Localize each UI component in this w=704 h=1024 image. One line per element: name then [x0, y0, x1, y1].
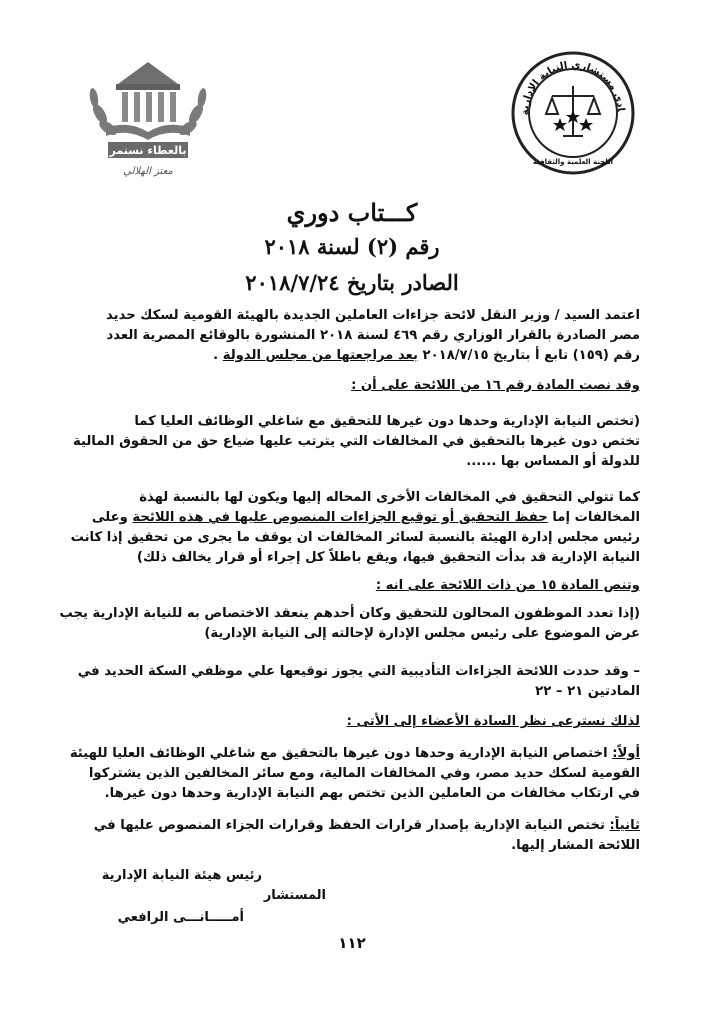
- logo-slogan: بالعطاء نستمر: [109, 144, 187, 157]
- logo-author: معتز الهلالي: [123, 166, 173, 177]
- paragraph-line: اعتمد السيد / وزير النقل لائحة جزاءات العاملين الجديدة بالهيئة القومية لسكك حديد: [106, 308, 640, 323]
- signatory-rank: المستشار: [263, 888, 326, 903]
- paragraph-line: رقم (١٥٩) تابع أ بتاريخ ٢٠١٨/٧/١٥ بعد مراجعتها من مجلس الدولة .: [213, 348, 640, 363]
- intro-paragraph: [60, 306, 640, 366]
- signatory-name: أمـــــانـــى الرافعي: [117, 910, 244, 925]
- attention-heading: [60, 712, 640, 732]
- article-16-continuation: [60, 488, 640, 568]
- paragraph-line: (إذا تعدد الموظفون المحالون للتحقيق وكان أحدهم ينعقد الاختصاص به للنيابة الإدارية يجب: [60, 606, 640, 621]
- paragraph-line: – وقد حددت اللائحة الجزاءات التأديبية التي يجوز توقيعها علي موظفي السكة الحديد في: [77, 664, 640, 679]
- document-date: الصادر بتاريخ ٢٠١٨/٧/٢٤: [245, 270, 459, 295]
- paragraph-line: النيابة الإدارية قد بدأت التحقيق فيها، ويقع باطلاً كل إجراء أو قرار يخالف ذلك): [136, 550, 640, 565]
- page-number: ١١٢: [338, 934, 366, 952]
- paragraph-line: رئيس مجلس إدارة الهيئة بالنسبة لسائر المخالفات ان يوقف ما يجرى من تحقيق إذا كانت: [70, 530, 640, 545]
- penalties-note: [60, 662, 640, 702]
- section-heading: وقد نصت المادة رقم ١٦ من اللائحة على أن :: [351, 378, 640, 393]
- section-heading: وتنص المادة ١٥ من ذات اللائحة على انه :: [375, 578, 640, 593]
- underlined-phrase: بعد مراجعتها من مجلس الدولة: [222, 348, 418, 363]
- paragraph-line: المادتين ٢١ – ٢٢: [535, 684, 640, 699]
- organization-logo-left: [78, 54, 218, 184]
- section-heading: لذلك نسترعى نظر السادة الأعضاء إلى الأتى :: [346, 714, 640, 729]
- organization-seal-right: [508, 48, 638, 178]
- article-16-text: [60, 412, 640, 472]
- paragraph-line: القومية لسكك حديد مصر، وفي المخالفات المالية، ومع سائر المخالفين الذين يشتركوا: [88, 766, 640, 781]
- article-15-heading: [60, 576, 640, 596]
- seal-ring-text: ادي مستشاري النيابة الإدارية: [519, 59, 626, 116]
- first-point: [60, 744, 640, 804]
- paragraph-line: مصر الصادرة بالقرار الوزاري رقم ٤٦٩ لسنة ٢٠١٨ المنشورة بالوقائع المصرية العدد: [106, 328, 640, 343]
- paragraph-line: (تختص النيابة الإدارية وحدها دون غيرها للتحقيق مع شاغلي الوظائف العليا كما: [134, 414, 640, 429]
- seal-bottom-text: اللجنة العلمية والثقافية: [532, 158, 614, 166]
- article-15-text: [60, 604, 640, 644]
- second-point-line: تختص النيابة الإدارية بإصدار قرارات الحفظ وقرارات الجزاء المنصوص عليها في: [93, 818, 605, 833]
- first-point-line: اختصاص النيابة الإدارية وحدها دون غيرها بالتحقيق مع شاغلي الوظائف العليا للهيئة: [69, 746, 608, 761]
- underlined-phrase: حفظ التحقيق أو توقيع الجزاءات المنصوص عليها في هذه اللائحة: [132, 510, 548, 525]
- paragraph-line: [60, 744, 640, 764]
- second-point: [60, 816, 640, 856]
- article-16-heading: [60, 376, 640, 396]
- paragraph-line: عرض الموضوع على رئيس مجلس الإدارة لإحالته إلى النيابة الإدارية): [204, 626, 640, 641]
- paragraph-line: للدولة أو المساس بها ......: [466, 454, 640, 469]
- paragraph-line: في ارتكاب مخالفات من العاملين الذين تختص بهم النيابة الإدارية وحدها دون غيرها.: [104, 786, 640, 801]
- second-label: ثانياً:: [609, 818, 640, 833]
- paragraph-line: كما تتولي التحقيق في المخالفات الأخرى المحاله إليها ويكون لها بالنسبة لهذة: [139, 490, 640, 505]
- paragraph-line: المخالفات إما حفظ التحقيق أو توقيع الجزاءات المنصوص عليها في هذه اللائحة وعلى: [91, 510, 640, 525]
- signatory-role: رئيس هيئة النيابة الإدارية: [101, 868, 262, 883]
- courthouse-book-emblem: [78, 54, 218, 184]
- document-number: رقم (٢) لسنة ٢٠١٨: [264, 234, 440, 259]
- scales-of-justice-seal: [508, 48, 638, 178]
- paragraph-line: [60, 816, 640, 836]
- paragraph-line: تختص دون غيرها بالتحقيق في المخالفات التي يترتب عليها ضياع حق من الحقوق المالية: [72, 434, 640, 449]
- document-title: كـــتاب دوري: [286, 198, 418, 227]
- first-label: أولاً:: [612, 746, 640, 761]
- paragraph-line: اللائحة المشار إليها.: [511, 838, 640, 853]
